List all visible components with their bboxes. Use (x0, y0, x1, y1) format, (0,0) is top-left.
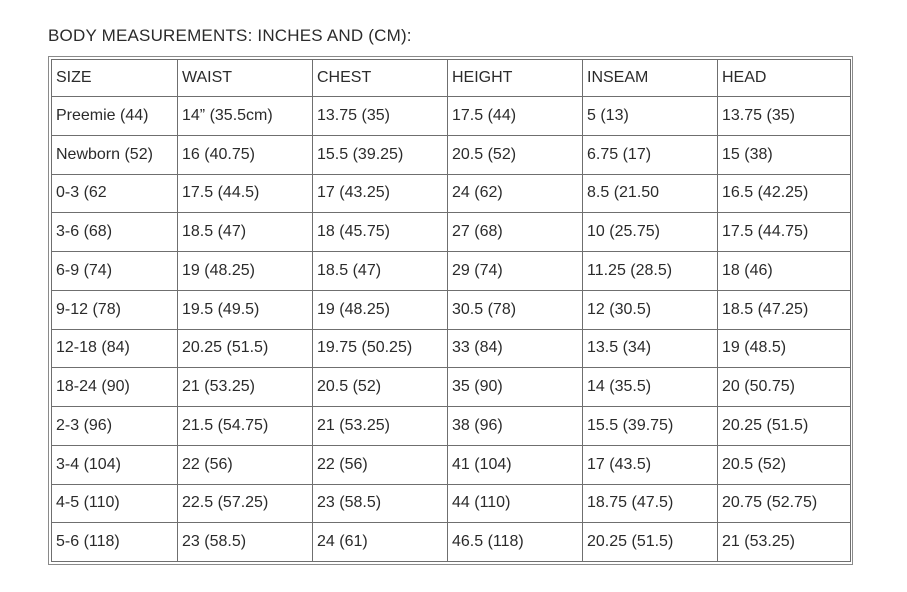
cell-inseam: 20.25 (51.5) (583, 523, 718, 562)
measurements-table-frame (48, 56, 853, 565)
cell-inseam: 12 (30.5) (583, 290, 718, 329)
column-header-height: HEIGHT (448, 60, 583, 97)
cell-inseam: 13.5 (34) (583, 329, 718, 368)
cell-waist: 21 (53.25) (178, 368, 313, 407)
cell-chest: 18 (45.75) (313, 213, 448, 252)
cell-size: 9-12 (78) (52, 290, 178, 329)
table-row (52, 174, 851, 213)
cell-chest: 23 (58.5) (313, 484, 448, 523)
cell-chest: 22 (56) (313, 445, 448, 484)
cell-size: 3-4 (104) (52, 445, 178, 484)
cell-size: 18-24 (90) (52, 368, 178, 407)
cell-waist: 21.5 (54.75) (178, 407, 313, 446)
table-row (52, 290, 851, 329)
cell-height: 30.5 (78) (448, 290, 583, 329)
cell-inseam: 14 (35.5) (583, 368, 718, 407)
cell-chest: 21 (53.25) (313, 407, 448, 446)
table-row (52, 407, 851, 446)
cell-size: Newborn (52) (52, 135, 178, 174)
cell-waist: 23 (58.5) (178, 523, 313, 562)
cell-height: 35 (90) (448, 368, 583, 407)
table-row (52, 523, 851, 562)
cell-chest: 24 (61) (313, 523, 448, 562)
cell-height: 29 (74) (448, 252, 583, 291)
cell-size: 5-6 (118) (52, 523, 178, 562)
cell-head: 16.5 (42.25) (718, 174, 851, 213)
cell-chest: 20.5 (52) (313, 368, 448, 407)
cell-chest: 17 (43.25) (313, 174, 448, 213)
cell-inseam: 6.75 (17) (583, 135, 718, 174)
table-row (52, 329, 851, 368)
cell-height: 24 (62) (448, 174, 583, 213)
cell-size: Preemie (44) (52, 97, 178, 136)
cell-inseam: 11.25 (28.5) (583, 252, 718, 291)
cell-inseam: 17 (43.5) (583, 445, 718, 484)
measurements-table (51, 59, 851, 562)
table-row (52, 213, 851, 252)
cell-head: 20.75 (52.75) (718, 484, 851, 523)
cell-waist: 18.5 (47) (178, 213, 313, 252)
cell-height: 17.5 (44) (448, 97, 583, 136)
cell-size: 4-5 (110) (52, 484, 178, 523)
cell-size: 12-18 (84) (52, 329, 178, 368)
cell-head: 13.75 (35) (718, 97, 851, 136)
cell-waist: 22.5 (57.25) (178, 484, 313, 523)
cell-size: 6-9 (74) (52, 252, 178, 291)
header-row (52, 60, 851, 97)
column-header-size: SIZE (52, 60, 178, 97)
cell-head: 20 (50.75) (718, 368, 851, 407)
cell-head: 20.5 (52) (718, 445, 851, 484)
column-header-waist: WAIST (178, 60, 313, 97)
cell-chest: 18.5 (47) (313, 252, 448, 291)
page-title: BODY MEASUREMENTS: INCHES AND (CM): (48, 26, 412, 45)
cell-chest: 13.75 (35) (313, 97, 448, 136)
cell-chest: 19 (48.25) (313, 290, 448, 329)
cell-height: 38 (96) (448, 407, 583, 446)
column-header-head: HEAD (718, 60, 851, 97)
cell-size: 2-3 (96) (52, 407, 178, 446)
table-row (52, 368, 851, 407)
cell-waist: 19.5 (49.5) (178, 290, 313, 329)
cell-waist: 14” (35.5cm) (178, 97, 313, 136)
cell-chest: 19.75 (50.25) (313, 329, 448, 368)
cell-size: 0-3 (62 (52, 174, 178, 213)
cell-inseam: 10 (25.75) (583, 213, 718, 252)
cell-head: 21 (53.25) (718, 523, 851, 562)
cell-height: 44 (110) (448, 484, 583, 523)
cell-head: 17.5 (44.75) (718, 213, 851, 252)
cell-height: 41 (104) (448, 445, 583, 484)
cell-height: 27 (68) (448, 213, 583, 252)
table-row (52, 97, 851, 136)
cell-head: 20.25 (51.5) (718, 407, 851, 446)
cell-waist: 16 (40.75) (178, 135, 313, 174)
cell-inseam: 5 (13) (583, 97, 718, 136)
table-body (52, 97, 851, 562)
cell-inseam: 15.5 (39.75) (583, 407, 718, 446)
table-row (52, 135, 851, 174)
cell-waist: 22 (56) (178, 445, 313, 484)
cell-head: 18.5 (47.25) (718, 290, 851, 329)
cell-head: 18 (46) (718, 252, 851, 291)
cell-height: 33 (84) (448, 329, 583, 368)
cell-waist: 19 (48.25) (178, 252, 313, 291)
cell-height: 20.5 (52) (448, 135, 583, 174)
cell-size: 3-6 (68) (52, 213, 178, 252)
cell-chest: 15.5 (39.25) (313, 135, 448, 174)
cell-waist: 17.5 (44.5) (178, 174, 313, 213)
column-header-inseam: INSEAM (583, 60, 718, 97)
table-row (52, 484, 851, 523)
cell-head: 15 (38) (718, 135, 851, 174)
cell-head: 19 (48.5) (718, 329, 851, 368)
table-row (52, 252, 851, 291)
table-row (52, 445, 851, 484)
cell-inseam: 8.5 (21.50 (583, 174, 718, 213)
cell-waist: 20.25 (51.5) (178, 329, 313, 368)
cell-inseam: 18.75 (47.5) (583, 484, 718, 523)
column-header-chest: CHEST (313, 60, 448, 97)
cell-height: 46.5 (118) (448, 523, 583, 562)
